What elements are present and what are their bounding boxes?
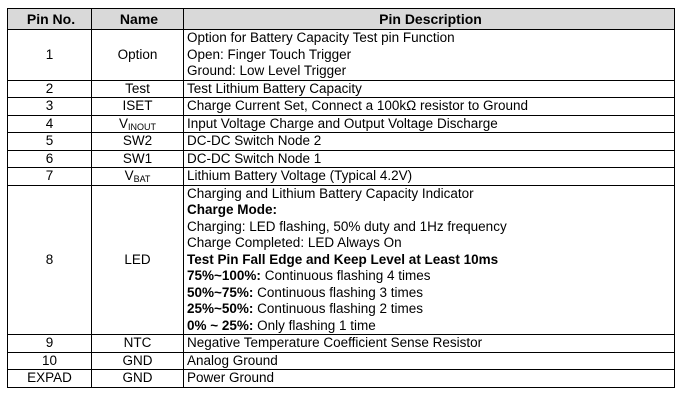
pin-name: ISET xyxy=(122,98,153,113)
description-line xyxy=(187,353,674,370)
table-row xyxy=(8,80,675,98)
table-row xyxy=(8,150,675,168)
pin-name: V xyxy=(124,168,134,183)
description-text: Option for Battery Capacity Test pin Function xyxy=(187,30,455,45)
header-row xyxy=(8,9,675,30)
table-body xyxy=(8,30,675,388)
pin-name-cell xyxy=(92,98,184,116)
pin-number-cell: 5 xyxy=(8,133,92,151)
description-text: Charge Current Set, Connect a 100kΩ resistor to Ground xyxy=(187,98,529,113)
pin-number-cell: 4 xyxy=(8,115,92,133)
table-row xyxy=(8,185,675,335)
pin-name: NTC xyxy=(123,335,152,350)
pin-name: Test xyxy=(125,80,150,96)
description-text: Ground: Low Level Trigger xyxy=(187,63,347,78)
description-bold-text: Test Pin Fall Edge and Keep Level at Least 10ms xyxy=(187,251,499,267)
pin-number-cell: 2 xyxy=(8,80,92,98)
pin-name: GND xyxy=(122,352,153,368)
description-text: Test Lithium Battery Capacity xyxy=(187,80,362,96)
pin-description-table xyxy=(7,8,675,388)
pin-name-subscript: INOUT xyxy=(128,121,156,132)
description-text: Charging and Lithium Battery Capacity Indicator xyxy=(187,185,474,201)
pin-name: SW1 xyxy=(122,150,153,166)
pin-name: SW2 xyxy=(122,133,153,148)
description-bold-text: 75%~100%: xyxy=(187,268,261,283)
pin-name: Option xyxy=(117,46,158,62)
description-line xyxy=(187,186,674,203)
pin-number-cell: 6 xyxy=(8,150,92,168)
description-text: Continuous flashing 3 times xyxy=(253,284,424,300)
description-line xyxy=(187,219,674,236)
pin-number-cell: 7 xyxy=(8,168,92,186)
pin-description-cell xyxy=(184,352,675,370)
description-line xyxy=(187,116,674,133)
description-text: Continuous flashing 4 times xyxy=(260,268,431,283)
table-row xyxy=(8,98,675,116)
pin-name-cell xyxy=(92,352,184,370)
description-line xyxy=(187,202,674,219)
description-line xyxy=(187,151,674,168)
pin-table-container xyxy=(7,8,675,388)
pin-name-cell xyxy=(92,115,184,133)
description-line xyxy=(187,30,674,47)
description-line xyxy=(187,133,674,150)
pin-name-cell xyxy=(92,133,184,151)
pin-name-cell xyxy=(92,335,184,353)
description-text: Lithium Battery Voltage (Typical 4.2V) xyxy=(187,168,413,183)
pin-number-cell: 8 xyxy=(8,185,92,335)
pin-name-cell xyxy=(92,80,184,98)
description-line xyxy=(187,63,674,80)
pin-description-cell xyxy=(184,98,675,116)
description-text: Charging: LED flashing, 50% duty and 1Hz frequency xyxy=(187,218,507,234)
description-line xyxy=(187,318,674,335)
pin-description-cell xyxy=(184,133,675,151)
description-line xyxy=(187,370,674,387)
description-bold-text: Charge Mode: xyxy=(187,202,278,217)
pin-name: LED xyxy=(124,251,151,267)
description-line xyxy=(187,235,674,252)
pin-description-cell xyxy=(184,168,675,186)
pin-name-subscript: BAT xyxy=(133,174,151,184)
pin-number-cell: EXPAD xyxy=(8,370,92,388)
pin-number-cell: 1 xyxy=(8,30,92,81)
pin-number-cell: 9 xyxy=(8,335,92,353)
description-text: Charge Completed: LED Always On xyxy=(187,235,402,250)
pin-description-cell xyxy=(184,150,675,168)
pin-number-cell: 10 xyxy=(8,352,92,370)
header-name: Name xyxy=(92,9,184,30)
description-line xyxy=(187,81,674,98)
description-bold-text: 25%~50%: xyxy=(187,301,254,316)
pin-description-cell xyxy=(184,370,675,388)
description-text: Continuous flashing 2 times xyxy=(253,301,424,316)
pin-description-cell xyxy=(184,115,675,133)
description-text: DC-DC Switch Node 1 xyxy=(187,150,322,166)
table-row xyxy=(8,168,675,186)
table-row xyxy=(8,352,675,370)
description-text: Negative Temperature Coefficient Sense Resistor xyxy=(187,335,483,350)
pin-name-cell xyxy=(92,150,184,168)
description-bold-text: 50%~75%: xyxy=(187,284,254,300)
pin-name-cell xyxy=(92,185,184,335)
description-bold-text: 0% ~ 25%: xyxy=(187,317,254,333)
description-text: DC-DC Switch Node 2 xyxy=(187,133,322,148)
table-row xyxy=(8,115,675,133)
pin-name-cell xyxy=(92,168,184,186)
pin-description-cell xyxy=(184,80,675,98)
pin-name-cell xyxy=(92,30,184,81)
pin-description-cell xyxy=(184,185,675,335)
header-pin-no: Pin No. xyxy=(8,9,92,30)
description-line xyxy=(187,47,674,64)
table-row xyxy=(8,30,675,81)
description-line xyxy=(187,252,674,269)
pin-name-cell xyxy=(92,370,184,388)
pin-name: GND xyxy=(122,370,153,385)
table-row xyxy=(8,335,675,353)
description-text: Input Voltage Charge and Output Voltage Discharge xyxy=(187,115,498,131)
description-text: Analog Ground xyxy=(187,352,278,368)
pin-name: V xyxy=(118,115,128,131)
description-line xyxy=(187,335,674,352)
header-pin-description: Pin Description xyxy=(184,9,675,30)
pin-description-cell xyxy=(184,30,675,81)
description-line xyxy=(187,168,674,185)
table-row xyxy=(8,133,675,151)
description-line xyxy=(187,268,674,285)
description-line xyxy=(187,98,674,115)
description-line xyxy=(187,285,674,302)
table-row xyxy=(8,370,675,388)
pin-description-cell xyxy=(184,335,675,353)
description-line xyxy=(187,301,674,318)
pin-number-cell: 3 xyxy=(8,98,92,116)
description-text: Power Ground xyxy=(187,370,275,385)
description-text: Open: Finger Touch Trigger xyxy=(187,46,352,62)
description-text: Only flashing 1 time xyxy=(253,317,376,333)
